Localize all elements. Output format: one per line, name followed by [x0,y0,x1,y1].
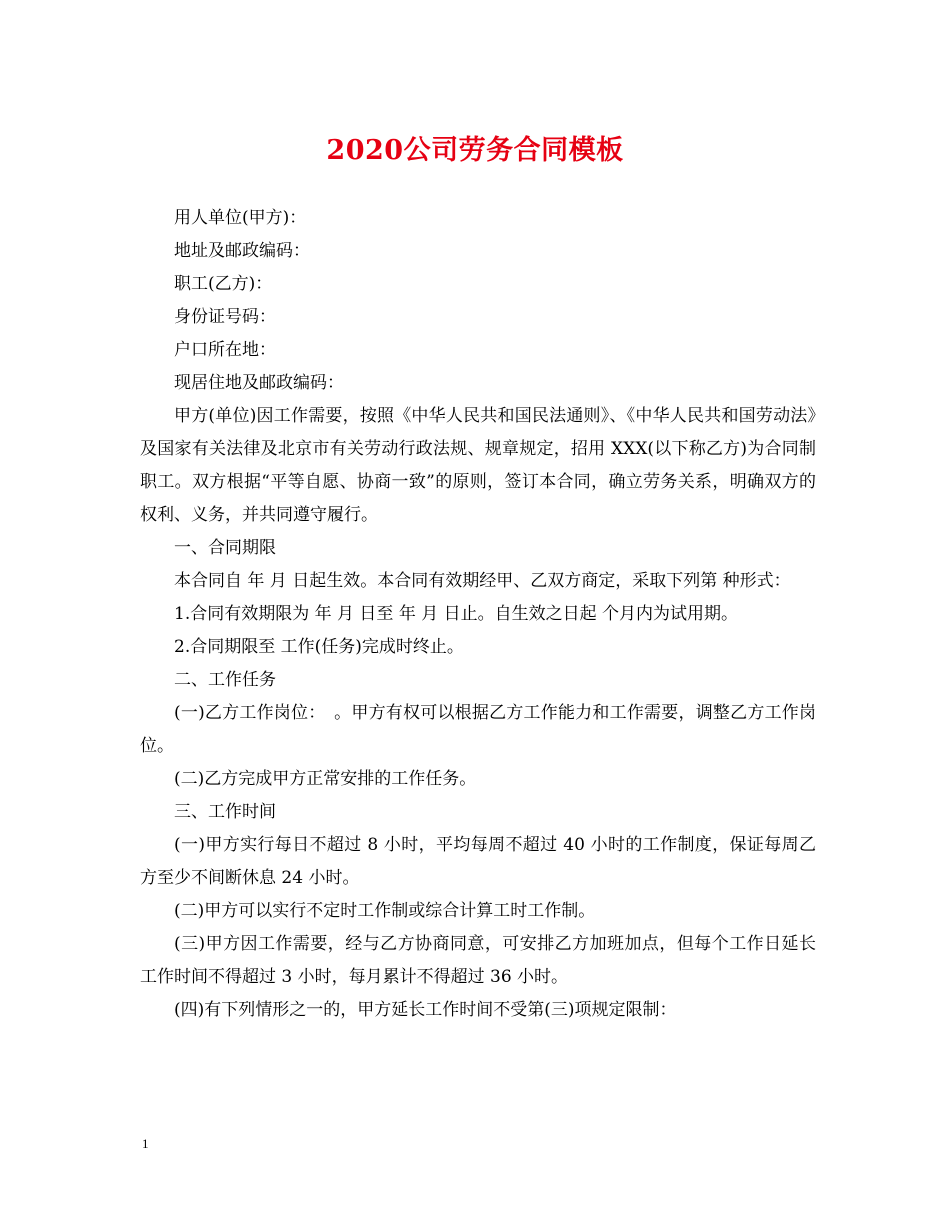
paragraph-hours-4: (四)有下列情形之一的，甲方延长工作时间不受第(三)项规定限制： [174,1000,677,1020]
paragraph-tasks-1: (一)乙方工作岗位： 。甲方有权可以根据乙方工作能力和工作需要，调整乙方工作岗位。 [140,703,816,756]
page-number: 1 [142,1136,149,1151]
document-title: 2020公司劳务合同模板 [326,135,624,166]
paragraph-term-intro: 本合同自 年 月 日起生效。本合同有效期经甲、乙双方商定，采取下列第 种形式： [174,571,791,591]
paragraph-term-1: 1.合同有效期限为 年 月 日至 年 月 日止。自生效之日起 个月内为试用期。 [174,604,739,624]
paragraph-preamble: 甲方(单位)因工作需要，按照《中华人民共和国民法通则》、《中华人民共和国劳动法》及国家有关法律及北京市有关劳动行政法规、规章规定，招用 XXX(以下称乙方)为合同制职工。双方根据“平等自愿、协商一致”的原则，签订本合同，确立劳务关系，明确双方的权利、义务，并共同遵守履行。 [140,406,816,525]
paragraph-id-number: 身份证号码： [174,307,276,327]
document-body [140,202,816,1027]
paragraph-employer: 用人单位(甲方)： [174,208,307,228]
section-heading-hours: 三、工作时间 [174,802,276,822]
paragraph-hours-3: (三)甲方因工作需要，经与乙方协商同意，可安排乙方加班加点，但每个工作日延长工作时间不得超过 3 小时，每月累计不得超过 36 小时。 [140,934,816,987]
paragraph-hours-1: (一)甲方实行每日不超过 8 小时，平均每周不超过 40 小时的工作制度，保证每周乙方至少不间断休息 24 小时。 [140,835,816,888]
paragraph-address: 地址及邮政编码： [174,241,310,261]
paragraph-employee: 职工(乙方)： [174,274,273,294]
section-heading-tasks: 二、工作任务 [174,670,276,690]
paragraph-household: 户口所在地： [174,340,276,360]
paragraph-tasks-2: (二)乙方完成甲方正常安排的工作任务。 [174,769,477,789]
paragraph-term-2: 2.合同期限至 工作(任务)完成时终止。 [174,637,464,657]
paragraph-residence: 现居住地及邮政编码： [174,373,344,393]
paragraph-hours-2: (二)甲方可以实行不定时工作制或综合计算工时工作制。 [174,901,596,921]
section-heading-term: 一、合同期限 [174,538,276,558]
